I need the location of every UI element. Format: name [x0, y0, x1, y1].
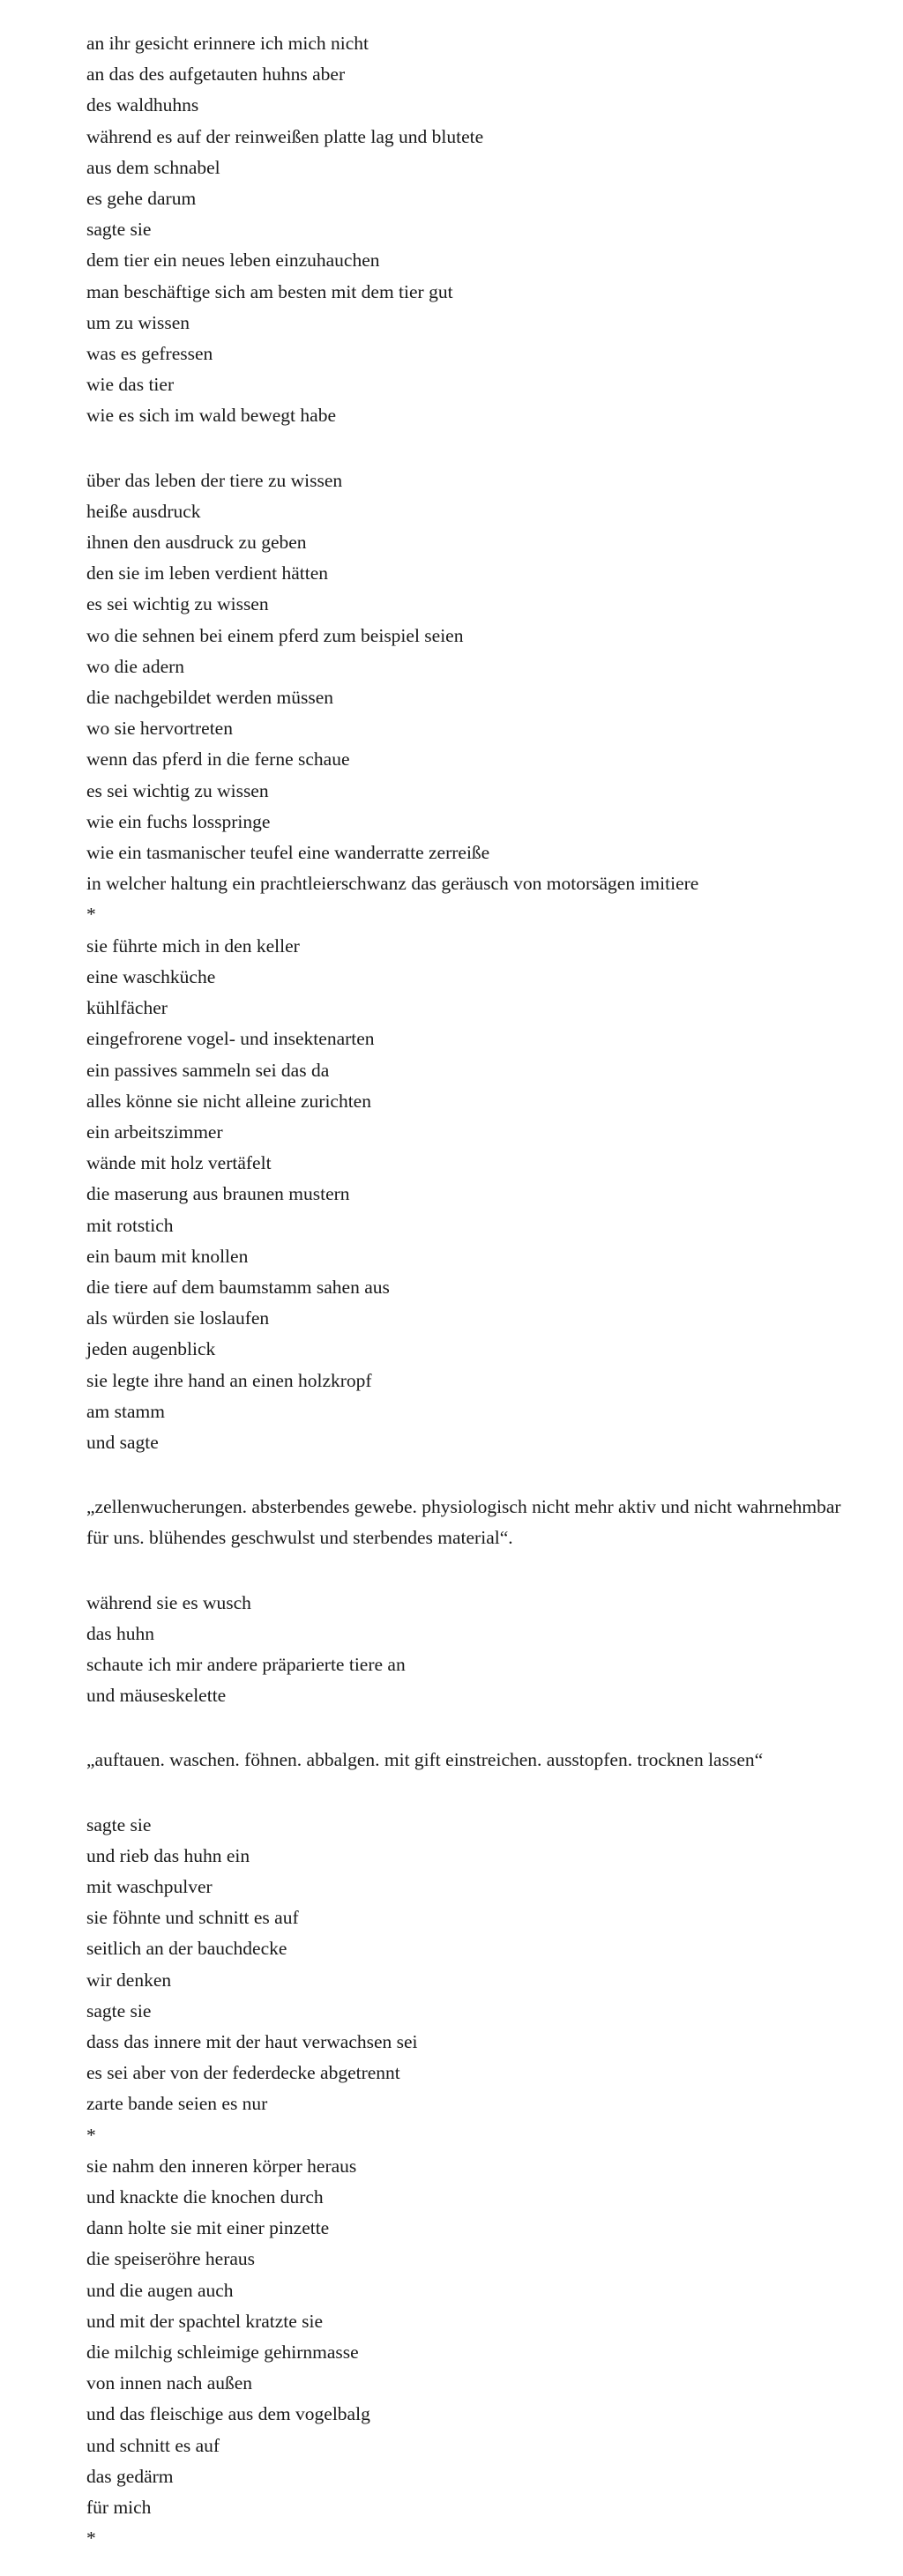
poem-line: mit rotstich: [86, 1214, 174, 1236]
poem-line: um zu wissen: [86, 311, 190, 333]
poem-line: über das leben der tiere zu wissen: [86, 469, 343, 491]
poem-line: ein passives sammeln sei das da: [86, 1059, 330, 1081]
poem-line: es sei wichtig zu wissen: [86, 779, 269, 801]
poem-line: wie ein fuchs losspringe: [86, 810, 271, 832]
poem-line: dann holte sie mit einer pinzette: [86, 2217, 330, 2239]
stanza-gap: [86, 432, 862, 465]
poem-line: eine waschküche: [86, 965, 216, 987]
stanza-gap: [86, 1554, 862, 1588]
poem-line: wir denken: [86, 1969, 172, 1991]
poem-line: kühlfächer: [86, 997, 168, 1019]
poem-line: an das des aufgetauten huhns aber: [86, 63, 346, 86]
poem-line: alles könne sie nicht alleine zurichten: [86, 1090, 371, 1112]
quote-paragraph: [86, 1745, 862, 1776]
poem-line: eingefrorene vogel- und insektenarten: [86, 1028, 375, 1050]
stanza: [86, 465, 862, 1459]
section-asterisk: *: [86, 904, 96, 926]
poem-line: das huhn: [86, 1622, 155, 1644]
quote-line: „zellenwucherungen. absterbendes gewebe. physiologisch nicht mehr aktiv und nicht: [86, 1496, 732, 1518]
poem-line: sie föhnte und schnitt es auf: [86, 1907, 299, 1929]
poem-line: in welcher haltung ein prachtleierschwanz das geräusch von motorsägen imitiere: [86, 873, 699, 895]
poem-line: an ihr gesicht erinnere ich mich nicht: [86, 33, 369, 54]
poem-line: und mäuseskelette: [86, 1685, 227, 1707]
section-asterisk: *: [86, 2124, 96, 2146]
stanza: [86, 1810, 862, 2555]
poem-line: dass das innere mit der haut verwachsen sei: [86, 2030, 418, 2052]
poem-line: jeden augenblick: [86, 1338, 216, 1360]
poem-line: wie es sich im wald bewegt habe: [86, 405, 336, 427]
poem-line: wo die adern: [86, 655, 185, 677]
stanza: [86, 28, 862, 432]
section-asterisk: *: [86, 2528, 96, 2550]
poem-line: wände mit holz vertäfelt: [86, 1152, 272, 1174]
poem-line: wenn das pferd in die ferne schaue: [86, 748, 350, 771]
poem-line: schaute ich mir andere präparierte tiere an: [86, 1653, 406, 1675]
poem-line: die tiere auf dem baumstamm sahen aus: [86, 1276, 390, 1298]
poem-line: sie legte ihre hand an einen holzkropf: [86, 1369, 372, 1391]
poem-line: die maserung aus braunen mustern: [86, 1183, 350, 1205]
stanza-gap: [86, 1776, 862, 1810]
poem-line: während es auf der reinweißen platte lag und blutete: [86, 125, 484, 147]
quote-text: [86, 1745, 862, 1776]
poem-line: für mich: [86, 2497, 152, 2519]
poem-line: heiße ausdruck: [86, 500, 201, 522]
poem-line: wie das tier: [86, 374, 175, 396]
poem-line: die nachgebildet werden müssen: [86, 687, 334, 709]
poem-line: es sei wichtig zu wissen: [86, 593, 269, 615]
poem-line: die speiseröhre heraus: [86, 2248, 256, 2270]
poem-line: ein arbeitszimmer: [86, 1120, 223, 1143]
stanza-gap: [86, 1711, 862, 1745]
poem-line: sagte sie: [86, 219, 152, 241]
poem-line: als würden sie loslaufen: [86, 1307, 270, 1329]
poem-line: von innen nach außen: [86, 2372, 253, 2394]
poem-line: sagte sie: [86, 1999, 152, 2021]
poem-line: es gehe darum: [86, 188, 197, 210]
poem-line: wie ein tasmanischer teufel eine wanderratte zerreiße: [86, 842, 490, 864]
quote-line: „auftauen. waschen. föhnen. abbalgen. mit gift einstreichen. ausstopfen. trocknen lassen“: [86, 1749, 764, 1771]
poem-line: zarte bande seien es nur: [86, 2093, 268, 2115]
quote-line: wahrnehmbar für uns. blühendes geschwulst und sterbendes material“.: [86, 1496, 841, 1549]
poem-line: die milchig schleimige gehirnmasse: [86, 2341, 359, 2364]
stanza-gap: [86, 1458, 862, 1492]
poem-line: das gedärm: [86, 2465, 174, 2487]
poem-line: ihnen den ausdruck zu geben: [86, 532, 307, 554]
poem-line: und schnitt es auf: [86, 2434, 220, 2456]
stanza: [86, 1588, 862, 1712]
poem-line: und knackte die knochen durch: [86, 2186, 324, 2207]
poem-line: dem tier ein neues leben einzuhauchen: [86, 249, 380, 272]
poem-line: wo sie hervortreten: [86, 718, 233, 740]
quote-paragraph: [86, 1492, 862, 1553]
poem-line: und rieb das huhn ein: [86, 1844, 250, 1866]
poem-line: am stamm: [86, 1400, 165, 1422]
poem-line: und sagte: [86, 1431, 159, 1453]
poem-line: sagte sie: [86, 1813, 152, 1835]
quote-text: [86, 1492, 862, 1553]
poem-line: man beschäftige sich am besten mit dem tier gut: [86, 280, 453, 302]
poem-line: sie führte mich in den keller: [86, 934, 300, 957]
poem-line: was es gefressen: [86, 343, 213, 365]
poem-line: während sie es wusch: [86, 1591, 251, 1613]
poem-line: den sie im leben verdient hätten: [86, 562, 329, 584]
poem-line: sie nahm den inneren körper heraus: [86, 2155, 357, 2177]
poem-line: und die augen auch: [86, 2279, 234, 2301]
poem-line: des waldhuhns: [86, 94, 199, 116]
poem-line: und das fleischige aus dem vogelbalg: [86, 2403, 370, 2425]
poem-text: [86, 28, 862, 2554]
poem-line: wo die sehnen bei einem pferd zum beispiel seien: [86, 624, 464, 646]
poem-line: ein baum mit knollen: [86, 1245, 249, 1267]
poem-line: mit waschpulver: [86, 1875, 213, 1897]
poem-line: und mit der spachtel kratzte sie: [86, 2310, 324, 2332]
poem-line: es sei aber von der federdecke abgetrennt: [86, 2062, 400, 2084]
poem-line: aus dem schnabel: [86, 156, 220, 178]
poem-line: seitlich an der bauchdecke: [86, 1938, 287, 1960]
